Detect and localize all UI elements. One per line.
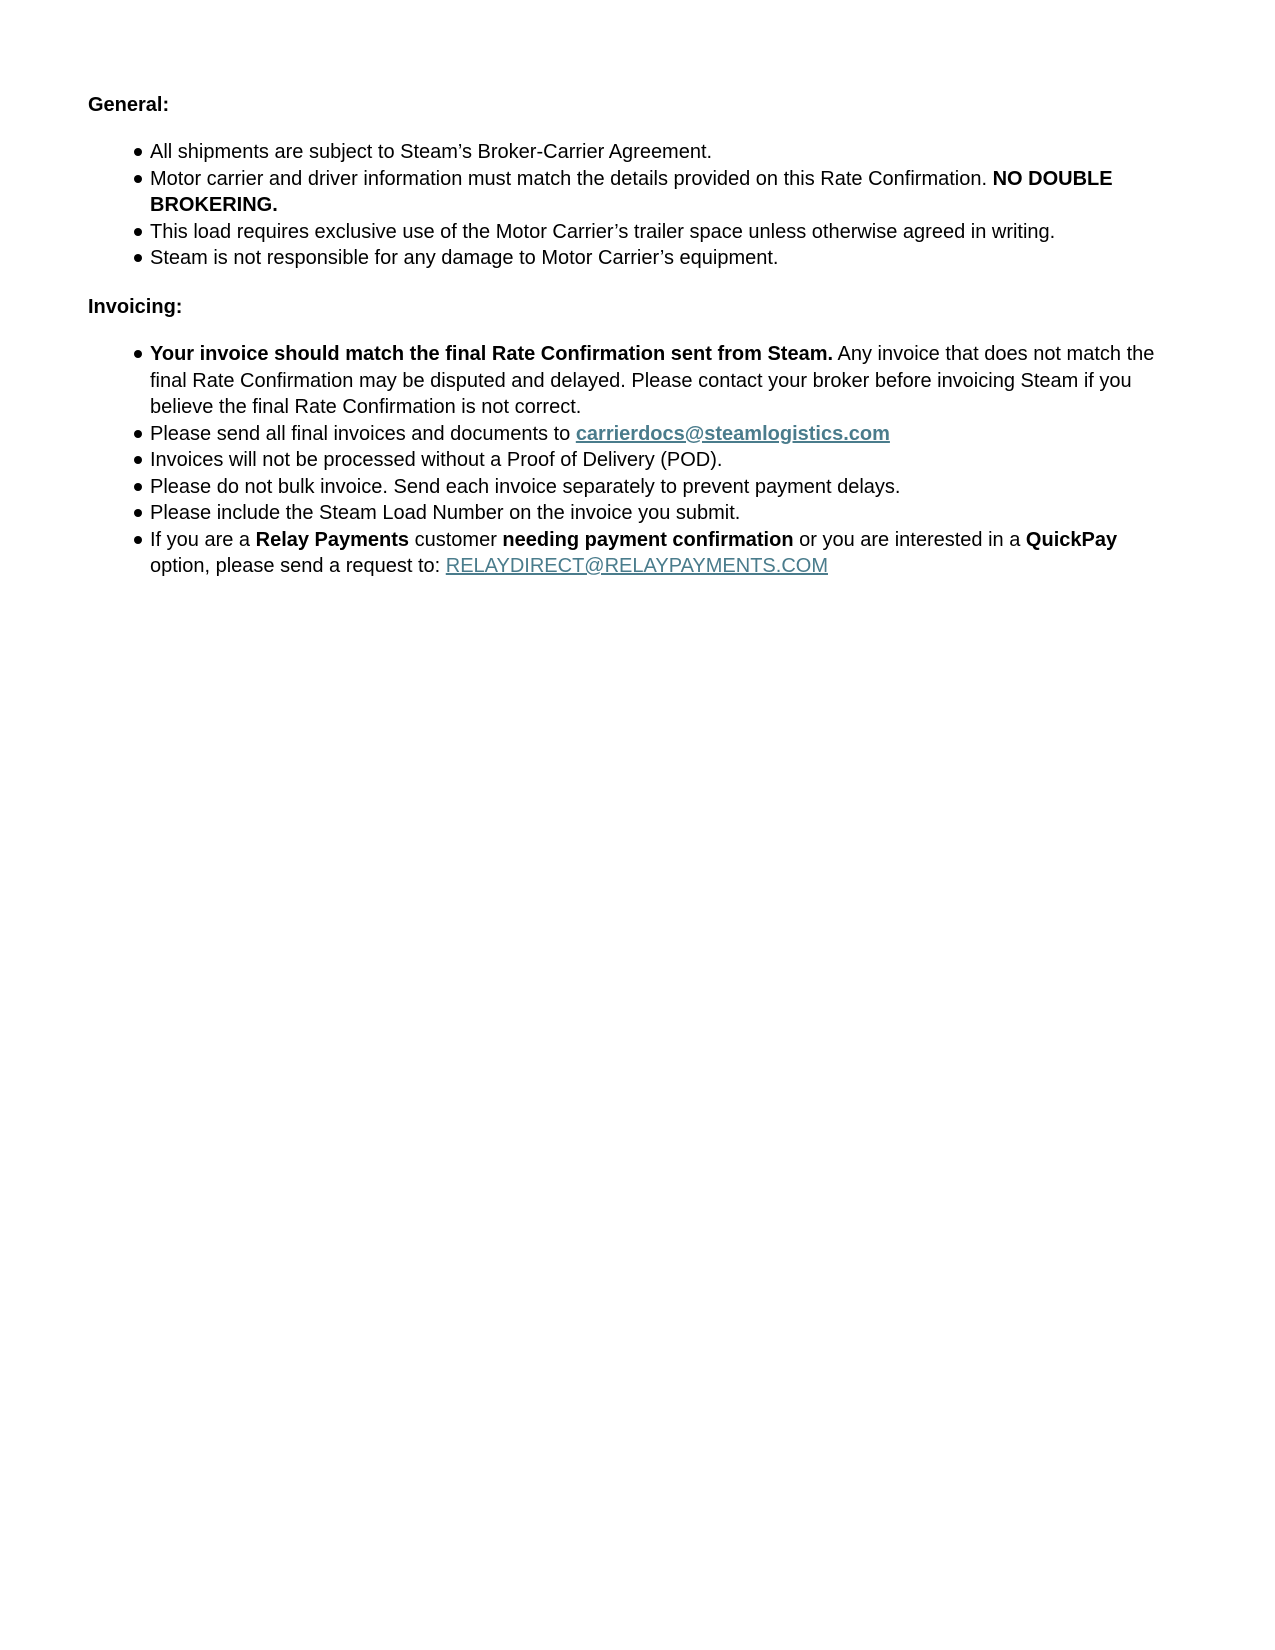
no-double-brokering-notice: NO DOUBLE BROKERING.	[150, 167, 1113, 216]
list-item-text: Please include the Steam Load Number on the invoice you submit.	[150, 502, 741, 524]
list-item	[150, 139, 1170, 166]
bullet-icon	[134, 456, 142, 464]
bullet-icon	[134, 228, 142, 236]
list-item-text: This load requires exclusive use of the Motor Carrier’s trailer space unless otherwise agreed in writing.	[150, 220, 1056, 243]
list-item-text: Any invoice that does not match the final Rate Confirmation may be disputed and delayed. Please contact your broker before invoicing Steam if you believe the final Rate Confirmation is not correct.	[150, 343, 1155, 418]
list-item	[150, 474, 1170, 501]
invoice-match-notice: Your invoice should match the final Rate Confirmation sent from Steam.	[150, 343, 834, 365]
quickpay-term: QuickPay	[1025, 528, 1118, 551]
relaydirect-email-link[interactable]: RELAYDIRECT@RELAYPAYMENTS.COM	[445, 555, 828, 577]
list-item-text: Motor carrier and driver information must match the details provided on this Rate Confirmation.	[150, 167, 993, 190]
list-item	[150, 245, 1170, 272]
relay-payments-term: Relay Payments	[255, 528, 410, 551]
list-item	[150, 219, 1170, 246]
list-item-text: Please send all final invoices and documents to	[150, 422, 576, 445]
bullet-icon	[134, 148, 142, 156]
list-item-text: Please do not bulk invoice. Send each invoice separately to prevent payment delays.	[150, 475, 901, 498]
bullet-icon	[134, 254, 142, 262]
bullet-icon	[134, 509, 142, 517]
general-heading: General:	[88, 94, 170, 116]
invoicing-heading: Invoicing:	[88, 296, 183, 318]
list-item-text: customer	[409, 528, 503, 551]
list-item	[150, 421, 1170, 448]
general-list	[150, 139, 1170, 272]
list-item	[150, 527, 1170, 580]
list-item-text: Steam is not responsible for any damage to Motor Carrier’s equipment.	[150, 247, 779, 269]
invoicing-list	[150, 341, 1170, 580]
list-item-text: or you are interested in a	[793, 528, 1026, 551]
payment-confirmation-term: needing payment confirmation	[502, 528, 794, 551]
bullet-icon	[134, 483, 142, 491]
list-item-text: option, please send a request to:	[150, 555, 446, 577]
bullet-icon	[134, 536, 142, 544]
list-item-text: All shipments are subject to Steam’s Broker-Carrier Agreement.	[150, 141, 713, 163]
list-item	[150, 500, 1170, 527]
bullet-icon	[134, 430, 142, 438]
bullet-icon	[134, 350, 142, 358]
list-item-text: Invoices will not be processed without a Proof of Delivery (POD).	[150, 449, 723, 471]
list-item	[150, 447, 1170, 474]
carrierdocs-email-link[interactable]: carrierdocs@steamlogistics.com	[575, 422, 890, 445]
list-item	[150, 341, 1170, 421]
bullet-icon	[134, 175, 142, 183]
list-item-text: If you are a	[150, 528, 256, 551]
list-item	[150, 166, 1170, 219]
